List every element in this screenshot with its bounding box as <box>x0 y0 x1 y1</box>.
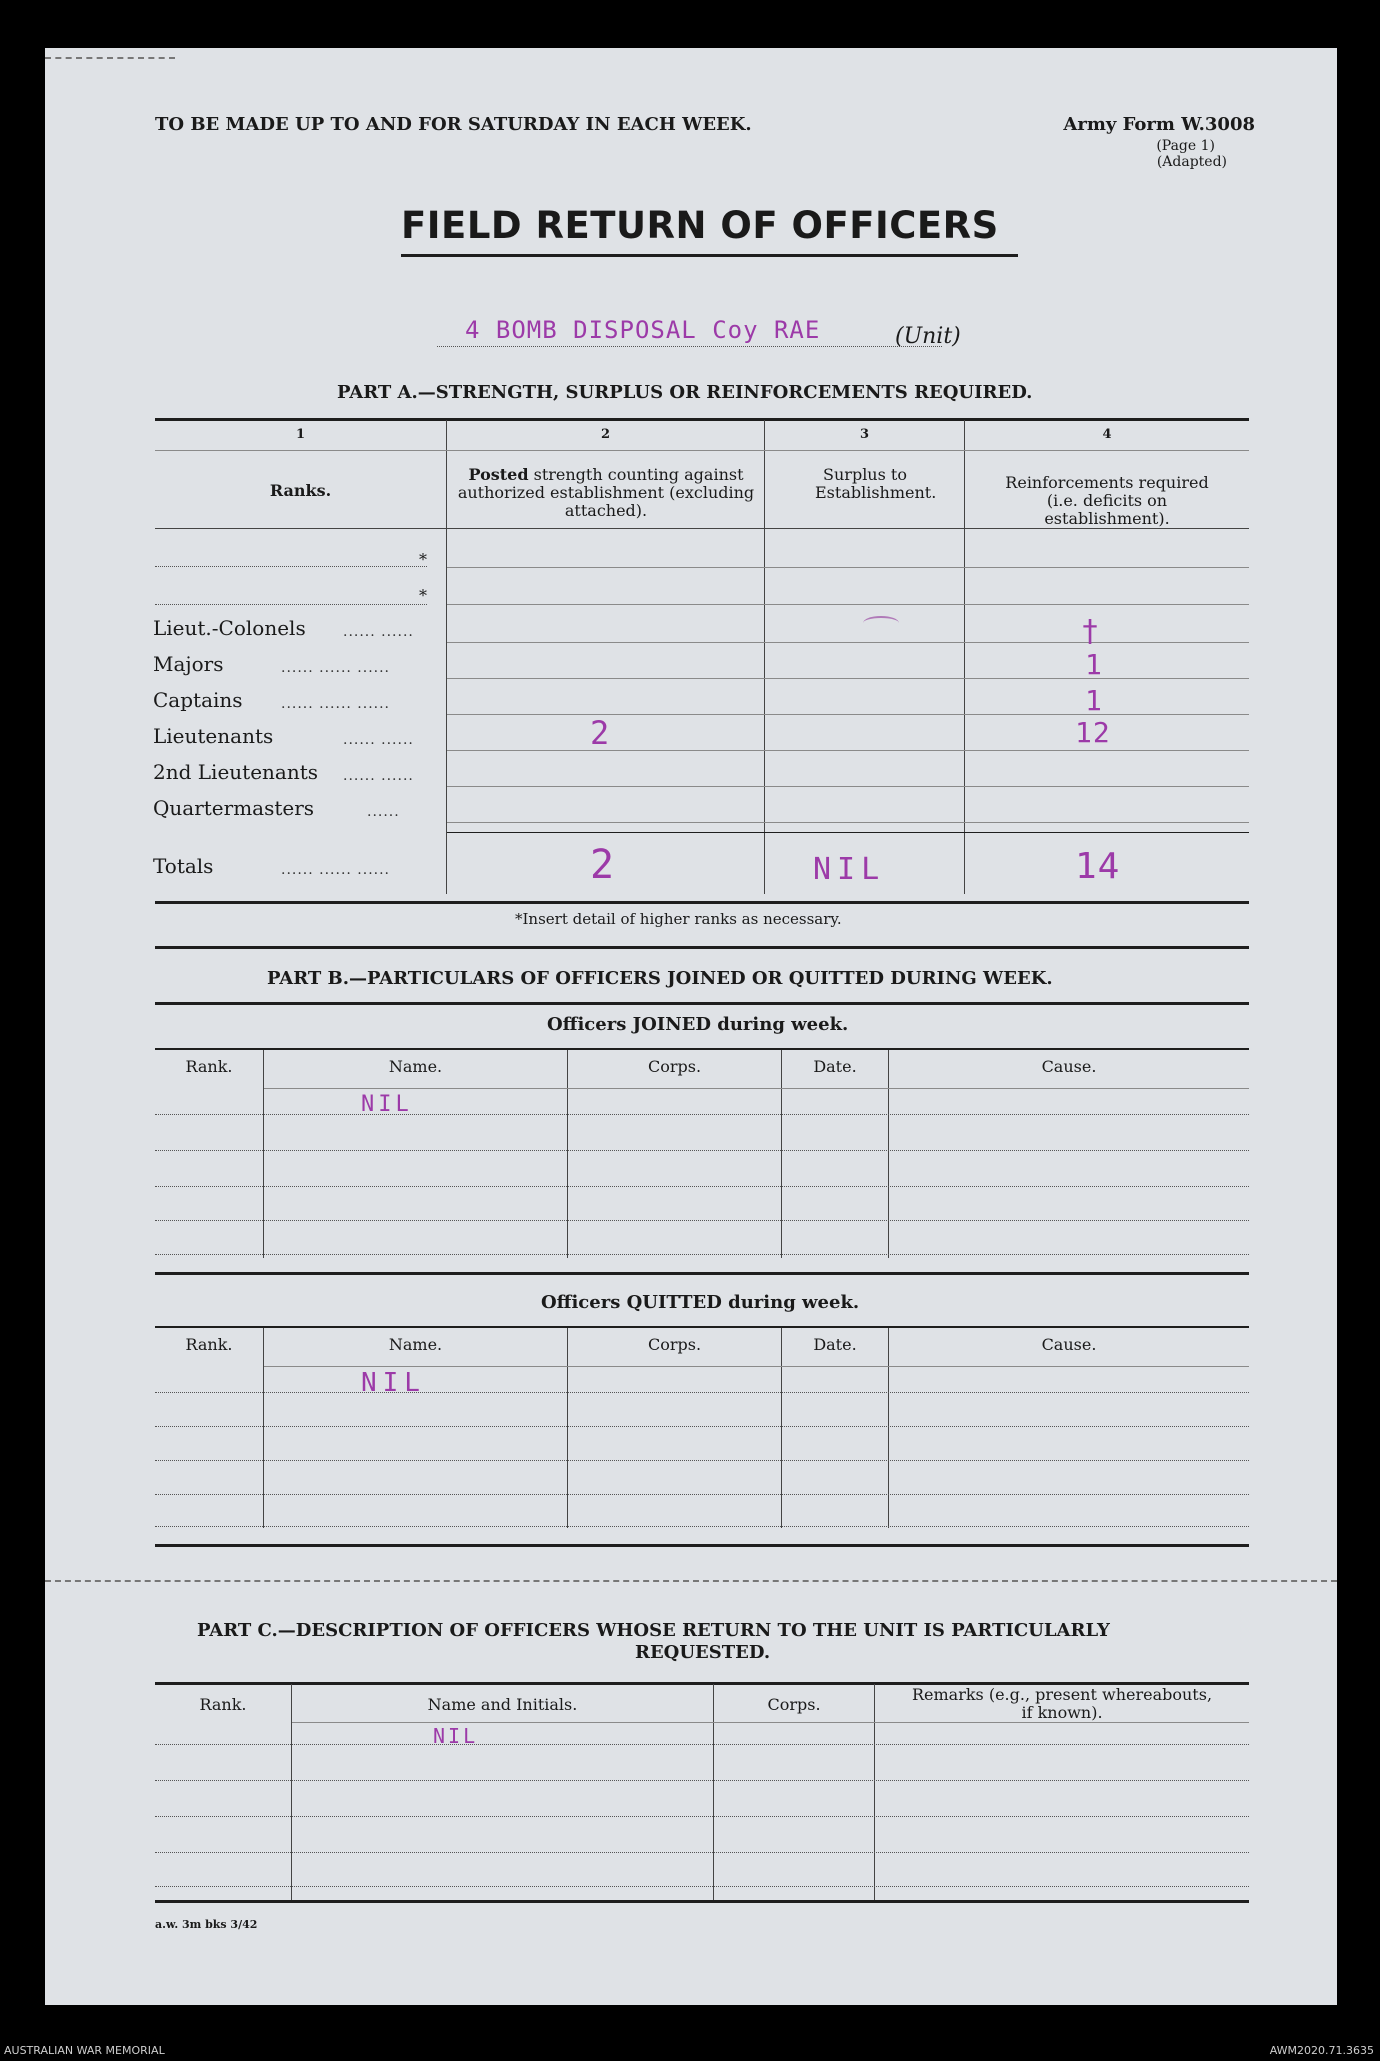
totals-label: Totals <box>153 854 214 878</box>
quitted-col-divider-4 <box>888 1328 889 1528</box>
reinf-lieut-colonels-mark: † <box>1081 614 1101 649</box>
part-c-row-line <box>155 1744 1249 1745</box>
part-c-bottom-rule <box>155 1900 1249 1903</box>
joined-header-rule <box>264 1088 1249 1089</box>
unit-name: 4 BOMB DISPOSAL Coy RAE <box>465 316 821 344</box>
joined-col-divider-2 <box>567 1050 568 1258</box>
joined-col-date: Date. <box>813 1057 857 1076</box>
adapted-note: (Adapted) <box>1156 154 1227 170</box>
part-c-col-rank: Rank. <box>199 1695 247 1714</box>
asterisk-1: * <box>419 550 427 569</box>
part-c-col-divider-1 <box>291 1684 292 1902</box>
blank-rank-line-1 <box>155 566 427 567</box>
quitted-row-line <box>155 1426 1249 1427</box>
quitted-row-line <box>155 1392 1249 1393</box>
row-rule-1 <box>447 567 1249 568</box>
asterisk-2: * <box>419 586 427 605</box>
row-rule-2 <box>447 604 1249 605</box>
joined-row-line <box>155 1186 1249 1187</box>
joined-table-top-rule <box>155 1048 1249 1050</box>
quitted-col-corps: Corps. <box>647 1335 702 1354</box>
row-rule-5 <box>447 714 1249 715</box>
quitted-col-cause: Cause. <box>1041 1335 1097 1354</box>
row-rule-3 <box>447 642 1249 643</box>
total-surplus: NIL <box>813 852 886 887</box>
joined-row-line <box>155 1150 1249 1151</box>
quitted-title: Officers QUITTED during week. <box>541 1292 860 1313</box>
quitted-col-date: Date. <box>813 1335 857 1354</box>
posted-lieutenants: 2 <box>590 714 611 752</box>
unit-label: (Unit) <box>895 324 961 349</box>
col-ranks-header: Ranks. <box>269 481 332 500</box>
leader-dots: ...... ...... ...... <box>281 660 391 676</box>
part-a-bottom-rule <box>155 901 1249 904</box>
joined-entry: NIL <box>361 1092 413 1117</box>
joined-title: Officers JOINED during week. <box>547 1014 849 1035</box>
col-number-rule <box>155 450 1249 451</box>
blank-rank-line-2 <box>155 604 427 605</box>
rank-quartermasters: Quartermasters <box>153 796 315 820</box>
quitted-header-rule <box>264 1366 1249 1367</box>
part-c-row-line <box>155 1780 1249 1781</box>
part-c-col-remarks-line2: if known). <box>1021 1703 1103 1722</box>
col-number-2: 2 <box>600 427 611 442</box>
archive-credit: AUSTRALIAN WAR MEMORIAL <box>4 2044 165 2057</box>
leader-dots: ...... ...... ...... <box>281 862 391 878</box>
part-a-end-rule <box>155 946 1249 949</box>
quitted-row-line <box>155 1460 1249 1461</box>
reinf-lieutenants: 12 <box>1075 716 1111 749</box>
quitted-table-top-rule <box>155 1326 1249 1328</box>
header-bottom-rule <box>155 528 1249 529</box>
page-title: FIELD RETURN OF OFFICERS <box>401 204 999 247</box>
rank-majors: Majors <box>153 652 224 676</box>
col-number-1: 1 <box>295 427 306 442</box>
form-sheet <box>45 48 1337 2005</box>
joined-col-corps: Corps. <box>647 1057 702 1076</box>
col-posted-rest: strength counting against authorized establishment (excluding attached). <box>457 465 755 520</box>
rank-lieutenants: Lieutenants <box>153 724 274 748</box>
part-c-heading-line2: REQUESTED. <box>635 1642 771 1663</box>
joined-col-divider-1 <box>263 1050 264 1258</box>
quitted-entry: NIL <box>361 1368 426 1398</box>
col-number-3: 3 <box>859 427 870 442</box>
quitted-row-line <box>155 1526 1249 1527</box>
part-c-row-line <box>155 1816 1249 1817</box>
part-b-top-rule <box>155 1002 1249 1005</box>
leader-dots: ...... ...... ...... <box>281 696 391 712</box>
col-posted-header <box>457 466 755 520</box>
title-underline <box>401 254 1018 257</box>
part-c-col-name: Name and Initials. <box>427 1695 578 1714</box>
col-posted-bold: Posted <box>468 465 529 484</box>
total-posted: 2 <box>590 842 616 888</box>
quitted-row-line <box>155 1494 1249 1495</box>
leader-dots: ...... ...... <box>343 768 414 784</box>
part-b-heading: PART B.—PARTICULARS OF OFFICERS JOINED OR QUITTED DURING WEEK. <box>267 968 1053 989</box>
joined-col-name: Name. <box>388 1057 443 1076</box>
total-reinforcements: 14 <box>1075 846 1121 887</box>
reinf-majors: 1 <box>1085 648 1103 681</box>
part-c-row-line <box>155 1886 1249 1887</box>
row-rule-7 <box>447 786 1249 787</box>
print-code: a.w. 3m bks 3/42 <box>155 1918 258 1931</box>
part-c-heading-line1: PART C.—DESCRIPTION OF OFFICERS WHOSE RETURN TO THE UNIT IS PARTICULARLY <box>197 1620 1110 1641</box>
joined-col-divider-3 <box>781 1050 782 1258</box>
leader-dots: ...... ...... <box>343 624 414 640</box>
page-reference: (Page 1) <box>1156 138 1215 154</box>
part-a-top-rule <box>155 418 1249 421</box>
quitted-table-bottom-rule <box>155 1544 1249 1547</box>
part-a-heading: PART A.—STRENGTH, SURPLUS OR REINFORCEMENTS REQUIRED. <box>337 382 1033 403</box>
archive-reference: AWM2020.71.3635 <box>1269 2044 1374 2057</box>
quitted-col-divider-1 <box>263 1328 264 1528</box>
joined-row-line <box>155 1254 1249 1255</box>
part-c-header-rule <box>292 1722 1249 1723</box>
quitted-col-rank: Rank. <box>185 1335 233 1354</box>
form-number: Army Form W.3008 <box>1063 114 1255 135</box>
col-surplus-header: Surplus to Establishment. <box>815 465 937 502</box>
row-rule-6 <box>447 750 1249 751</box>
stray-mark <box>863 616 899 630</box>
part-a-footnote: *Insert detail of higher ranks as necessary. <box>515 910 842 928</box>
part-c-col-divider-2 <box>713 1684 714 1902</box>
rank-captains: Captains <box>153 688 243 712</box>
rank-lieut-colonels: Lieut.-Colonels <box>153 616 306 640</box>
joined-col-divider-4 <box>888 1050 889 1258</box>
leader-dots: ...... ...... <box>343 732 414 748</box>
joined-col-rank: Rank. <box>185 1057 233 1076</box>
reinf-captains: 1 <box>1085 684 1103 717</box>
quitted-col-divider-3 <box>781 1328 782 1528</box>
joined-row-line <box>155 1114 1249 1115</box>
col-number-4: 4 <box>1102 427 1112 442</box>
totals-top-rule <box>447 832 1249 833</box>
quitted-col-name: Name. <box>388 1335 443 1354</box>
perforation-top <box>45 57 175 59</box>
part-c-entry: NIL <box>433 1724 479 1748</box>
tear-line <box>45 1580 1337 1582</box>
row-rule-4 <box>447 678 1249 679</box>
part-c-row-line <box>155 1852 1249 1853</box>
part-c-col-remarks-line1: Remarks (e.g., present whereabouts, <box>911 1685 1213 1704</box>
col-reinforcements-header: Reinforcements required (i.e. deficits on establishment). <box>1005 473 1209 528</box>
quitted-col-divider-2 <box>567 1328 568 1528</box>
row-rule-8 <box>447 822 1249 823</box>
leader-dots: ...... <box>367 804 400 820</box>
header-instruction: TO BE MADE UP TO AND FOR SATURDAY IN EACH WEEK. <box>155 114 752 135</box>
unit-dotted-line <box>437 346 942 347</box>
part-c-col-corps: Corps. <box>767 1695 821 1714</box>
joined-col-cause: Cause. <box>1041 1057 1097 1076</box>
rank-2nd-lieutenants: 2nd Lieutenants <box>153 760 319 784</box>
joined-table-bottom-rule <box>155 1272 1249 1275</box>
joined-row-line <box>155 1220 1249 1221</box>
